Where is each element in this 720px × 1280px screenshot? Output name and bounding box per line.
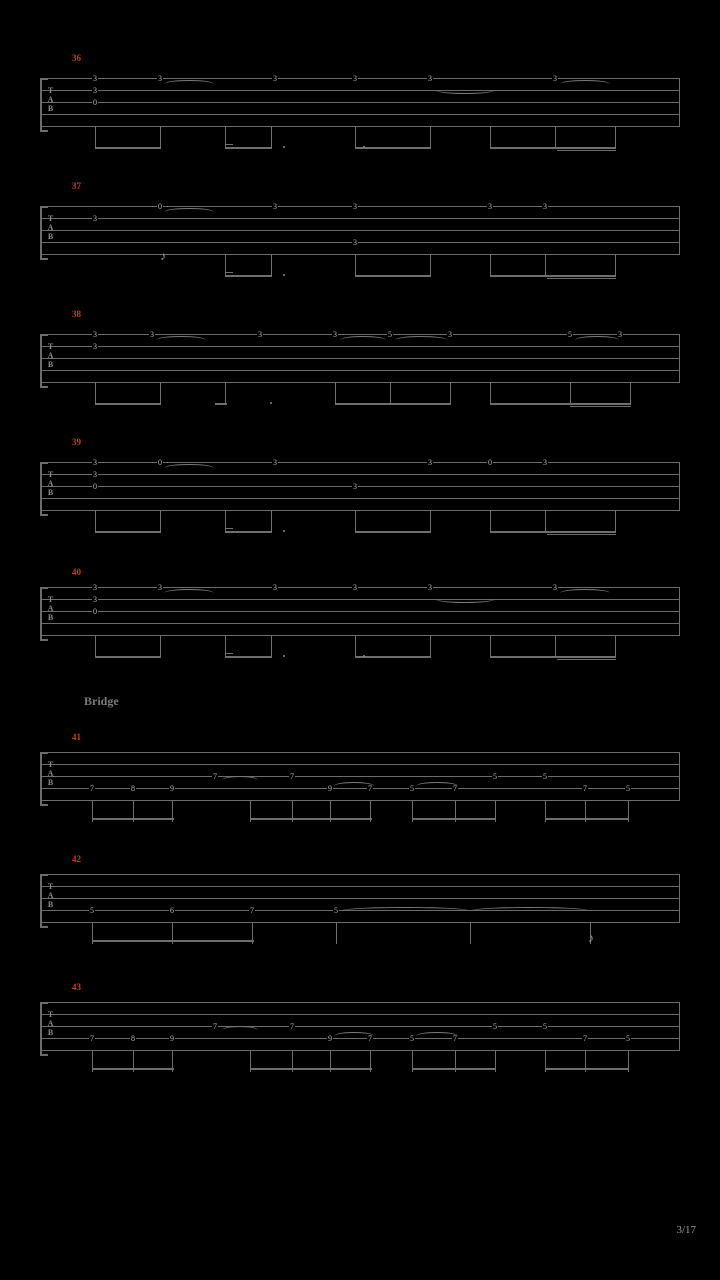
tab-note: 3 — [553, 74, 557, 83]
tab-note: 0 — [93, 607, 97, 616]
tab-note: 3 — [428, 458, 432, 467]
tab-note: 3 — [150, 330, 154, 339]
slur — [156, 336, 206, 344]
tab-note: 7 — [368, 1034, 372, 1043]
tie — [470, 907, 590, 915]
tab-note: 3 — [93, 595, 97, 604]
tab-staff — [40, 1002, 680, 1052]
tab-note: 3 — [543, 458, 547, 467]
slur — [164, 80, 214, 88]
tab-note: 5 — [90, 906, 94, 915]
tab-note: 3 — [93, 342, 97, 351]
tab-note: 7 — [453, 1034, 457, 1043]
tab-note: 6 — [170, 906, 174, 915]
tab-note: 7 — [453, 784, 457, 793]
tab-note: 5 — [388, 330, 392, 339]
tab-note: 3 — [93, 470, 97, 479]
tab-clef: T A B — [47, 342, 54, 369]
bar-number: 37 — [72, 181, 81, 191]
tab-staff — [40, 583, 680, 637]
tab-note: 7 — [213, 1022, 217, 1031]
tab-note: 5 — [410, 1034, 414, 1043]
tab-clef: T A B — [47, 882, 54, 909]
tab-note: 3 — [428, 74, 432, 83]
tab-note: 3 — [93, 458, 97, 467]
tab-note: 7 — [90, 1034, 94, 1043]
slur — [435, 595, 495, 603]
tab-note: 3 — [258, 330, 262, 339]
tab-clef: T A B — [47, 214, 54, 241]
tab-note: 3 — [448, 330, 452, 339]
tab-note: 3 — [333, 330, 337, 339]
tab-note: 3 — [553, 583, 557, 592]
tab-note: 3 — [273, 74, 277, 83]
tab-note: 3 — [158, 583, 162, 592]
tab-clef: T A B — [47, 595, 54, 622]
tab-note: 9 — [170, 1034, 174, 1043]
slur — [416, 1032, 458, 1040]
slur — [164, 589, 214, 597]
tab-note: 7 — [583, 1034, 587, 1043]
tab-staff — [40, 752, 680, 802]
slur — [164, 464, 214, 472]
tab-note: 5 — [543, 1022, 547, 1031]
tab-note: 3 — [353, 202, 357, 211]
tab-note: 0 — [158, 458, 162, 467]
slur — [416, 782, 458, 790]
tab-note: 3 — [353, 583, 357, 592]
tab-note: 7 — [583, 784, 587, 793]
tab-note: 7 — [290, 772, 294, 781]
tab-note: 0 — [158, 202, 162, 211]
eighth-flag: ♪ — [588, 931, 594, 945]
tab-note: 3 — [273, 202, 277, 211]
tab-note: 8 — [131, 1034, 135, 1043]
tab-staff — [40, 874, 680, 924]
tab-clef: T A B — [47, 470, 54, 497]
eighth-rest: ♪ — [160, 249, 166, 263]
tab-note: 8 — [131, 784, 135, 793]
bar-number: 38 — [72, 309, 81, 319]
page-number: 3/17 — [676, 1224, 696, 1236]
slur — [340, 336, 386, 344]
slur — [575, 336, 619, 344]
tab-note: 9 — [170, 784, 174, 793]
bar-number: 39 — [72, 437, 81, 447]
tab-note: 3 — [488, 202, 492, 211]
slide-marker — [222, 1026, 258, 1034]
tab-note: 3 — [273, 458, 277, 467]
tab-note: 5 — [493, 772, 497, 781]
tab-note: 7 — [290, 1022, 294, 1031]
tab-staff — [40, 202, 680, 256]
tab-note: 3 — [273, 583, 277, 592]
tab-note: 3 — [353, 238, 357, 247]
tab-note: 3 — [93, 583, 97, 592]
tab-note: 3 — [618, 330, 622, 339]
slur — [560, 80, 610, 88]
slur — [164, 208, 214, 216]
tab-note: 0 — [93, 482, 97, 491]
slur — [395, 336, 447, 344]
tab-note: 5 — [543, 772, 547, 781]
bar-number: 36 — [72, 53, 81, 63]
tab-note: 7 — [213, 772, 217, 781]
tab-note: 7 — [90, 784, 94, 793]
tab-note: 5 — [493, 1022, 497, 1031]
tab-staff — [40, 330, 680, 384]
bar-number: 40 — [72, 567, 81, 577]
tab-note: 7 — [250, 906, 254, 915]
tab-note: 9 — [328, 784, 332, 793]
tie — [340, 907, 470, 915]
tab-clef: T A B — [47, 1010, 54, 1037]
tab-note: 0 — [93, 98, 97, 107]
tab-note: 5 — [626, 784, 630, 793]
tab-note: 3 — [93, 74, 97, 83]
bar-number: 41 — [72, 732, 81, 742]
tab-note: 5 — [410, 784, 414, 793]
bar-number: 42 — [72, 854, 81, 864]
slur — [334, 1032, 374, 1040]
tab-note: 3 — [353, 482, 357, 491]
tab-clef: T A B — [47, 760, 54, 787]
tab-note: 7 — [368, 784, 372, 793]
tab-clef: T A B — [47, 86, 54, 113]
tab-note: 3 — [93, 330, 97, 339]
slur — [560, 589, 610, 597]
tab-note: 0 — [488, 458, 492, 467]
tab-note: 3 — [428, 583, 432, 592]
tab-note: 5 — [334, 906, 338, 915]
tab-note: 5 — [568, 330, 572, 339]
bar-number: 43 — [72, 982, 81, 992]
slide-marker — [222, 776, 258, 784]
tab-staff — [40, 458, 680, 512]
slur — [435, 86, 495, 94]
tab-note: 3 — [93, 86, 97, 95]
tab-note: 3 — [353, 74, 357, 83]
section-label-bridge: Bridge — [84, 694, 119, 708]
tab-note: 3 — [93, 214, 97, 223]
tab-note: 3 — [158, 74, 162, 83]
tab-note: 5 — [626, 1034, 630, 1043]
tab-staff — [40, 74, 680, 128]
slur — [334, 782, 374, 790]
tab-note: 9 — [328, 1034, 332, 1043]
tab-note: 3 — [543, 202, 547, 211]
